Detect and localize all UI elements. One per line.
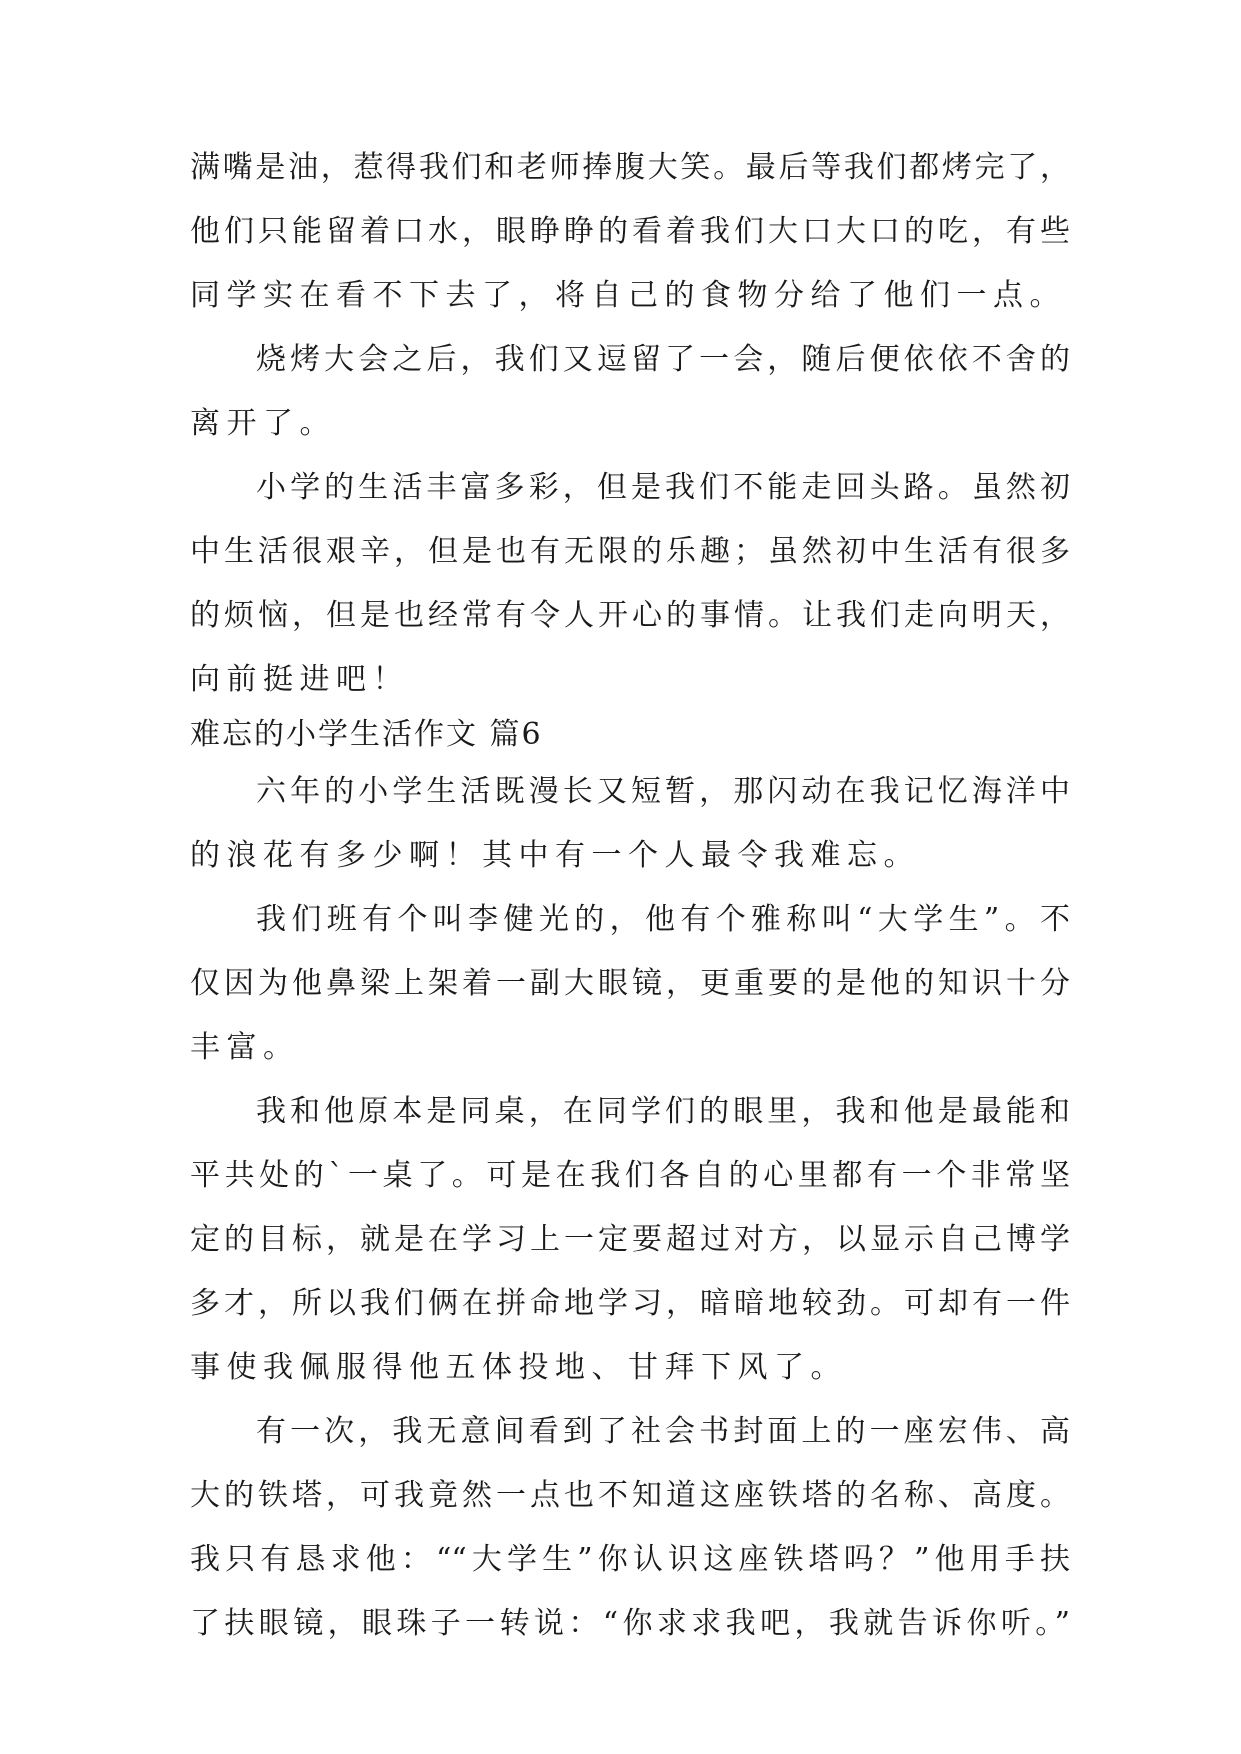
paragraph-line: 仅因为他鼻梁上架着一副大眼镜，更重要的是他的知识十分 <box>190 966 1070 1001</box>
paragraph-line: 的浪花有多少啊！其中有一个人最令我难忘。 <box>190 838 920 873</box>
paragraph-line: 我只有恳求他：““大学生”你认识这座铁塔吗？”他用手扶 <box>190 1542 1070 1577</box>
paragraph-line: 离开了。 <box>190 406 336 441</box>
paragraph-line: 我和他原本是同桌，在同学们的眼里，我和他是最能和 <box>256 1094 1070 1129</box>
section-heading: 难忘的小学生活作文 篇6 <box>190 717 543 752</box>
paragraph-line: 向前挺进吧！ <box>190 662 409 697</box>
paragraph-line: 事使我佩服得他五体投地、甘拜下风了。 <box>190 1350 847 1385</box>
paragraph-line: 有一次，我无意间看到了社会书封面上的一座宏伟、高 <box>256 1414 1070 1449</box>
paragraph-line: 的烦恼，但是也经常有令人开心的事情。让我们走向明天， <box>190 598 1070 633</box>
paragraph-line: 同学实在看不下去了，将自己的食物分给了他们一点。 <box>190 278 1066 313</box>
paragraph-line: 小学的生活丰富多彩，但是我们不能走回头路。虽然初 <box>256 470 1070 505</box>
paragraph-line: 他们只能留着口水，眼睁睁的看着我们大口大口的吃，有些 <box>190 214 1070 249</box>
paragraph-line: 六年的小学生活既漫长又短暂，那闪动在我记忆海洋中 <box>256 774 1070 809</box>
paragraph-line: 定的目标，就是在学习上一定要超过对方，以显示自己博学 <box>190 1222 1070 1257</box>
paragraph-line: 丰富。 <box>190 1030 300 1065</box>
paragraph-line: 烧烤大会之后，我们又逗留了一会，随后便依依不舍的 <box>256 342 1070 377</box>
paragraph-line: 平共处的`一桌了。可是在我们各自的心里都有一个非常坚 <box>190 1158 1070 1193</box>
paragraph-line: 大的铁塔，可我竟然一点也不知道这座铁塔的名称、高度。 <box>190 1478 1070 1513</box>
paragraph-line: 多才，所以我们俩在拼命地学习，暗暗地较劲。可却有一件 <box>190 1286 1070 1321</box>
paragraph-line: 我们班有个叫李健光的，他有个雅称叫“大学生”。不 <box>256 902 1070 937</box>
paragraph-line: 中生活很艰辛，但是也有无限的乐趣；虽然初中生活有很多 <box>190 534 1070 569</box>
paragraph-line: 了扶眼镜，眼珠子一转说：“你求求我吧，我就告诉你听。” <box>190 1606 1070 1641</box>
paragraph-line: 满嘴是油，惹得我们和老师捧腹大笑。最后等我们都烤完了， <box>190 150 1070 185</box>
